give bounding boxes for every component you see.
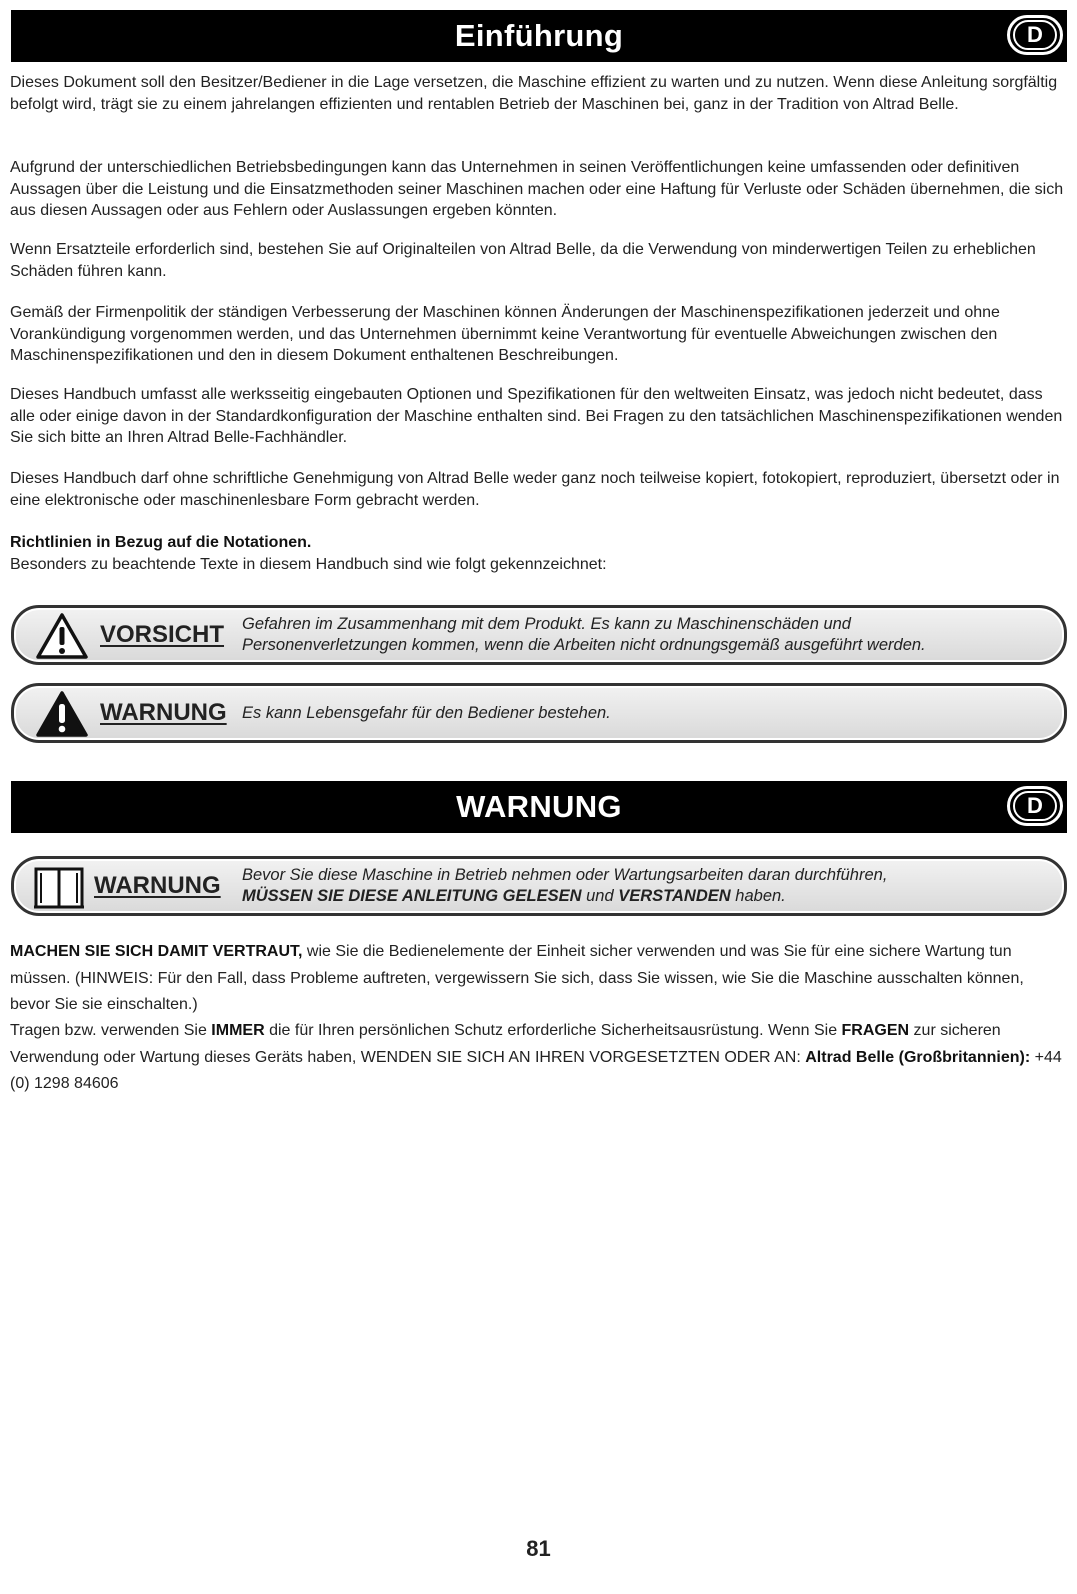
read-manual-label: WARNUNG [94,872,221,899]
caution-text-line2: Personenverletzungen kommen, wenn die Arbeiten nicht ordnungsgemäß ausgeführt werden. [242,636,926,654]
warning-triangle-icon [36,690,88,738]
section-title: Einführung [454,18,624,53]
warning-text-line1: Es kann Lebensgefahr für den Bediener bestehen. [242,703,611,722]
safety-equipment-paragraph [10,1018,1065,1098]
specification-changes-paragraph: Gemäß der Firmenpolitik der ständigen Verbesserung der Maschinen können Änderungen der Maschinenspezifikationen jederzeit und ohne Vorankündigung vorgenommen werden, und das Unternehmen übernimmt keine Verantwortung für eventuelle Abweichungen zwischen den Maschinenspezifikationen und den in diesem Dokument enthaltenen Beschreibungen. [10,304,1000,364]
warning-label: WARNUNG [100,699,227,726]
read-manual-emphasis2: VERSTANDEN [618,887,731,905]
spare-parts-paragraph: Wenn Ersatzteile erforderlich sind, bestehen Sie auf Originalteilen von Altrad Belle, da die Verwendung von minderwertigen Teilen zu erheblichen Schäden führen kann. [10,241,1036,280]
caution-text-line1: Gefahren im Zusammenhang mit dem Produkt. Es kann zu Maschinenschäden und [242,615,851,633]
liability-paragraph: Aufgrund der unterschiedlichen Betriebsbedingungen kann das Unternehmen in seinen Veröffentlichungen keine umfassenden oder definitiven Aussagen über die Leistung und die Einsatzmethoden seiner Maschinen machen oder eine Haftung für Verluste oder Schäden übernehmen, die sich aus diesen Aussagen oder aus Fehlern oder Auslassungen ergeben könnten. [10,159,1064,219]
read-manual-ending: haben. [730,887,786,905]
read-manual-emphasis1: MÜSSEN SIE DIESE ANLEITUNG GELESEN [242,887,582,905]
caution-triangle-icon [36,612,88,660]
language-badge-letter: D [1013,791,1057,821]
warning-description [242,686,1044,740]
contact-company: Altrad Belle (Großbritannien): [805,1048,1031,1066]
section-header-warnung [11,781,1067,833]
notation-guidelines [10,532,1065,575]
intro-paragraph: Dieses Dokument soll den Besitzer/Bediener in die Lage versetzen, die Maschine effizient zu warten und zu nutzen. Wenn diese Anleitung sorgfältig befolgt wird, trägt sie zu einem jahrelangen effizienten und rentablen Betrieb der Maschinen bei, ganz in der Tradition von Altrad Belle. [10,74,1058,113]
section-header-einfuehrung [11,10,1067,62]
caution-label: VORSICHT [100,621,225,648]
read-manual-connector: und [581,887,619,905]
language-badge [1007,15,1063,55]
language-badge-letter: D [1013,20,1057,50]
warning-notice [11,683,1067,743]
language-badge [1007,786,1063,826]
safety-text-e: zur sicheren Verwendung oder Wartung dieses Geräts haben, WENDEN SIE SICH AN IHREN VORGESETZTEN ODER AN: [10,1022,1001,1066]
safety-text-c: die für Ihren persönlichen Schutz erforderliche Sicherheitsausrüstung. Wenn Sie [264,1022,842,1039]
familiarize-paragraph [10,939,1065,1019]
read-manual-text-line1: Bevor Sie diese Maschine in Betrieb nehmen oder Wartungsarbeiten daran durchführen, [242,866,888,884]
options-paragraph: Dieses Handbuch umfasst alle werksseitig eingebauten Optionen und Spezifikationen für den weltweiten Einsatz, was jedoch nicht bedeutet, dass alle oder einige davon in der Standardkonfiguration der Maschine enthalten sind. Bei Fragen zu den tatsächlichen Maschinenspezifikationen wenden Sie sich bitte an Ihren Altrad Belle-Fachhändler. [10,386,1063,446]
read-manual-notice [11,856,1067,916]
familiarize-text: wie Sie die Bedienelemente der Einheit sicher verwenden und was Sie für eine sichere Wartung tun müssen. (HINWEIS: Für den Fall, dass Probleme auftreten, vergewissern Sie sich, dass Sie wissen, wie Sie die Maschine ausschalten können, bevor Sie sie einschalten.) [10,943,1024,1013]
safety-text-a: Tragen bzw. verwenden Sie [10,1022,212,1039]
read-manual-text-line2 [242,886,1044,907]
copyright-paragraph: Dieses Handbuch darf ohne schriftliche Genehmigung von Altrad Belle weder ganz noch teilweise kopiert, fotokopiert, reproduziert, übersetzt oder in eine elektronische oder maschinenlesbare Form gebracht werden. [10,470,1060,509]
familiarize-emphasis: MACHEN SIE SICH DAMIT VERTRAUT, [10,943,303,960]
open-book-icon [30,863,88,911]
guidelines-text: Besonders zu beachtende Texte in diesem Handbuch sind wie folgt gekennzeichnet: [10,555,607,573]
contact-phone: +44 (0) 1298 84606 [10,1048,1062,1092]
read-manual-description [242,859,1044,913]
safety-emphasis-always: IMMER [211,1022,265,1039]
safety-emphasis-questions: FRAGEN [841,1022,910,1039]
guidelines-heading: Richtlinien in Bezug auf die Notationen. [10,534,312,551]
caution-description [242,608,1044,662]
caution-notice [11,605,1067,665]
page-number: 81 [526,1536,551,1561]
section-title: WARNUNG [456,789,622,824]
